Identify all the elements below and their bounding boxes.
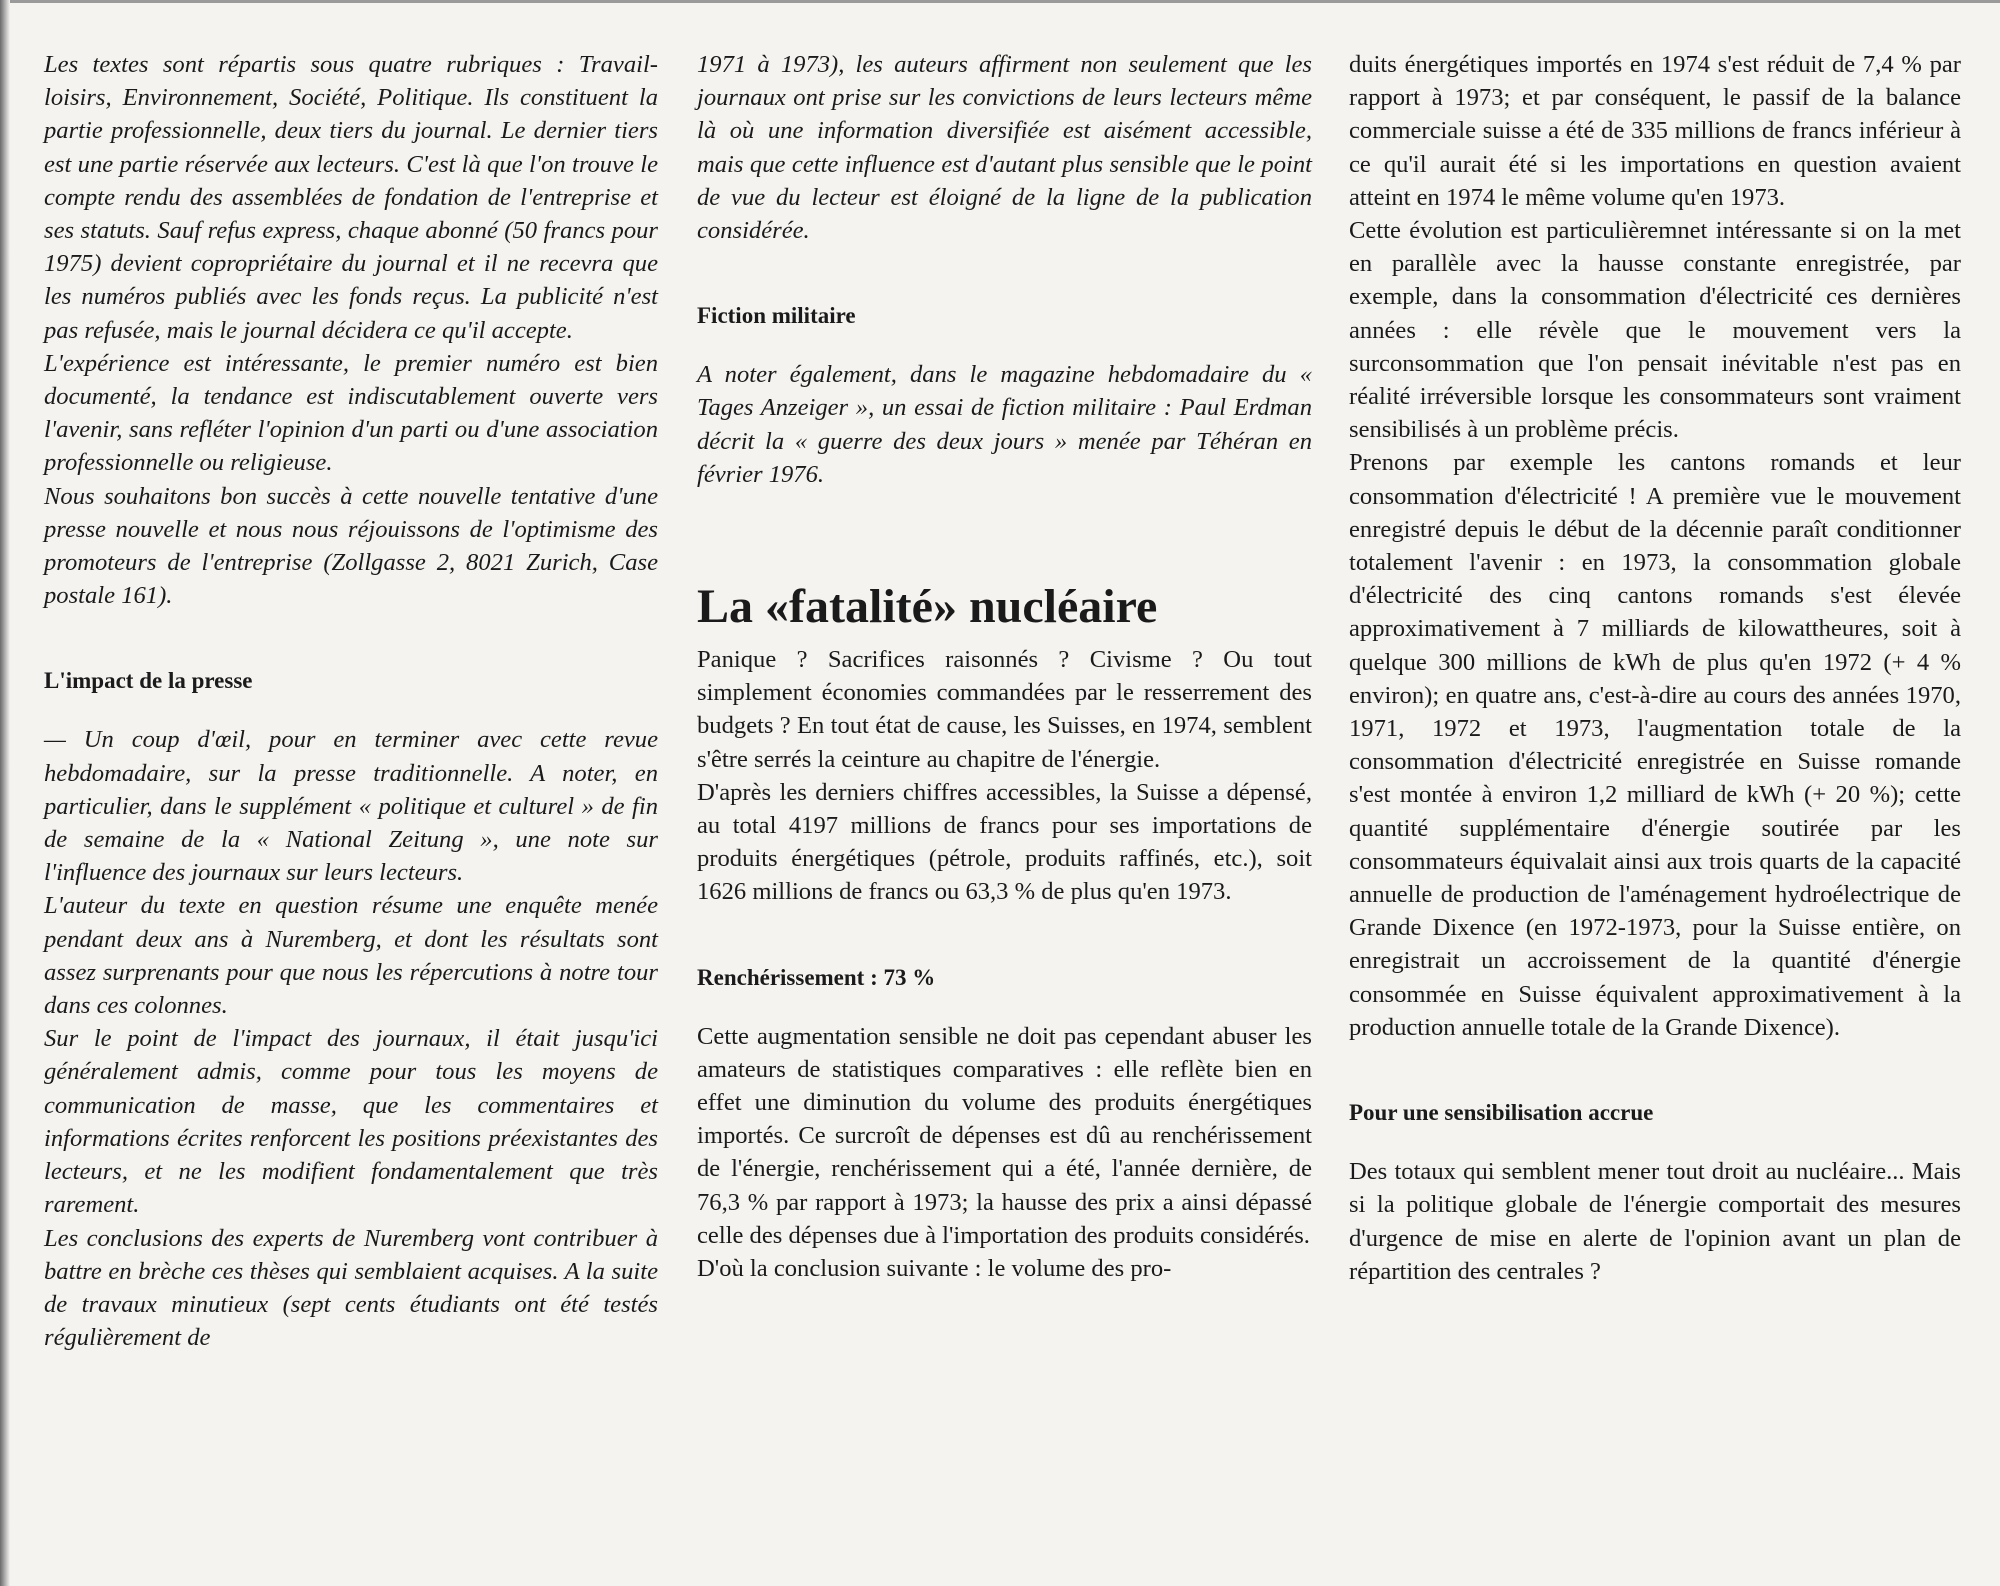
paragraph: Prenons par exemple les cantons romands et leur consommation d'électricité ! A première vue le mouvement enregistré depuis le début de la décennie paraît conditionner totalement l'avenir : en 1973, la consommation globale d'électricité des cinq cantons romands s'est élevée approximativement à 7 milliards de kilowattheures, soit à quelque 300 millions de kWh de plus qu'en 1972 (+ 4 % environ); en quatre ans, c'est-à-dire au cours des années 1970, 1971, 1972 et 1973, l'augmentation totale de la consommation d'électricité enregistrée en Suisse romande s'est montée à environ 1,2 milliard de kWh (+ 20 %); cette quantité supplémentaire d'énergie soutirée par les consommateurs équivalait ainsi aux trois quarts de la capacité annuelle de production de l'aménagement hydroélectrique de Grande Dixence (en 1972-1973, pour la Suisse entière, on enregistrait un accroissement de la quantité d'énergie consommée en Suisse équivalent approximativement à la production annuelle totale de la Grande Dixence). <box>1349 449 1961 1041</box>
section-heading-fiction: Fiction militaire <box>697 303 856 329</box>
paragraph: Les conclusions des experts de Nuremberg vont contribuer à battre en brèche ces thèses qui semblaient acquises. A la suite de travaux minutieux (sept cents étudiants ont été testés régulièrement de <box>44 1224 658 1352</box>
article-title: La «fatalité» nucléaire <box>697 580 1158 634</box>
top-rule <box>10 0 2000 3</box>
section-heading-sensibilisation: Pour une sensibilisation accrue <box>1349 1100 1654 1126</box>
section-heading-impact: L'impact de la presse <box>44 668 253 694</box>
paragraph: 1971 à 1973), les auteurs affirment non seulement que les journaux ont prise sur les convictions de leurs lecteurs même là où une information diversifiée est aisément accessible, mais que cette influence est d'autant plus sensible que le point de vue du lecteur est éloigné de la ligne de la publication considérée. <box>697 51 1312 245</box>
paragraph: Cette augmentation sensible ne doit pas cependant abuser les amateurs de statistiques comparatives : elle reflète bien en effet une diminution du volume des produits énergétiques importés. Ce surcroît de dépenses est dû au renchérissement de l'énergie, renchérissement qui a été, l'année dernière, de 76,3 % par rapport à 1973; la hausse des prix a ainsi dépassé celle des dépenses due à l'importation des produits considérés. <box>697 1022 1312 1249</box>
paragraph: — Un coup d'œil, pour en terminer avec cette revue hebdomadaire, sur la presse traditionnelle. A noter, en particulier, dans le supplément « politique et culturel » de fin de semaine de la « National Zeitung », une note sur l'influence des journaux sur leurs lecteurs. <box>44 726 658 887</box>
paragraph: Sur le point de l'impact des journaux, il était jusqu'ici généralement admis, comme pour tous les moyens de communication de masse, que les commentaires et informations écrites renforcent les positions préexistantes des lecteurs, et ne les modifient fondamentalement que très rarement. <box>44 1025 658 1219</box>
column-1 <box>44 48 658 1354</box>
column-3 <box>1349 48 1961 1288</box>
paragraph: A noter également, dans le magazine hebdomadaire du « Tages Anzeiger », un essai de fiction militaire : Paul Erdman décrit la « guerre des deux jours » menée par Téhéran en février 1976. <box>697 361 1312 488</box>
column-2 <box>697 48 1312 1285</box>
paragraph: Panique ? Sacrifices raisonnés ? Civisme ? Ou tout simplement économies commandées par le resserrement des budgets ? En tout état de cause, les Suisses, en 1974, semblent s'être serrés la ceinture au chapitre de l'énergie. <box>697 646 1312 773</box>
paragraph: duits énergétiques importés en 1974 s'est réduit de 7,4 % par rapport à 1973; et par conséquent, le passif de la balance commerciale suisse a été de 335 millions de francs inférieur à ce qu'il aurait été si les importations en question avaient atteint en 1974 le même volume qu'en 1973. <box>1349 51 1961 211</box>
paragraph: D'après les derniers chiffres accessibles, la Suisse a dépensé, au total 4197 millions de francs pour ses importations de produits énergétiques (pétrole, produits raffinés, etc.), soit 1626 millions de francs ou 63,3 % de plus qu'en 1973. <box>697 778 1312 906</box>
paragraph: L'auteur du texte en question résume une enquête menée pendant deux ans à Nuremberg, et dont les résultats sont assez surprenants pour que nous les répercutions à notre tour dans ces colonnes. <box>44 892 658 1020</box>
paragraph: Des totaux qui semblent mener tout droit au nucléaire... Mais si la politique globale de l'énergie comportait des mesures d'urgence de mise en alerte de l'opinion avant un plan de répartition des centrales ? <box>1349 1158 1961 1285</box>
paragraph: L'expérience est intéressante, le premier numéro est bien documenté, la tendance est indiscutablement ouverte vers l'avenir, sans refléter l'opinion d'un parti ou d'une association professionnelle ou religieuse. <box>44 349 658 477</box>
fiction-block <box>697 358 1312 491</box>
paragraph: Cette évolution est particulièremnet intéressante si on la met en parallèle avec la hausse constante enregistrée, par exemple, dans la consommation d'électricité ces dernières années : elle révèle que le mouvement vers la surconsommation que l'on pensait inévitable n'est pas en réalité irréversible lorsque les consommateurs sont vraiment sensibilisés à un problème précis. <box>1349 217 1961 444</box>
section-heading-rencherissement: Renchérissement : 73 % <box>697 964 936 990</box>
paragraph: D'où la conclusion suivante : le volume des pro- <box>697 1255 1172 1283</box>
paragraph: Les textes sont répartis sous quatre rubriques : Travail-loisirs, Environnement, Société, Politique. Ils constituent la partie professionnelle, deux tiers du journal. Le dernier tiers est une partie réservée aux lecteurs. C'est là que l'on trouve le compte rendu des assemblées de fondation de l'entreprise et ses statuts. Sauf refus express, chaque abonné (50 francs pour 1975) devient copropriétaire du journal et il ne recevra que les numéros publiés avec les fonds reçus. La publicité n'est pas refusée, mais le journal décidera ce qu'il accepte. <box>44 51 658 344</box>
paragraph: Nous souhaitons bon succès à cette nouvelle tentative d'une presse nouvelle et nous nous réjouissons de l'optimisme des promoteurs de l'entreprise (Zollgasse 2, 8021 Zurich, Case postale 161). <box>44 482 658 610</box>
continued-italic-block <box>697 48 1312 247</box>
page-edge-shadow <box>0 0 10 1586</box>
